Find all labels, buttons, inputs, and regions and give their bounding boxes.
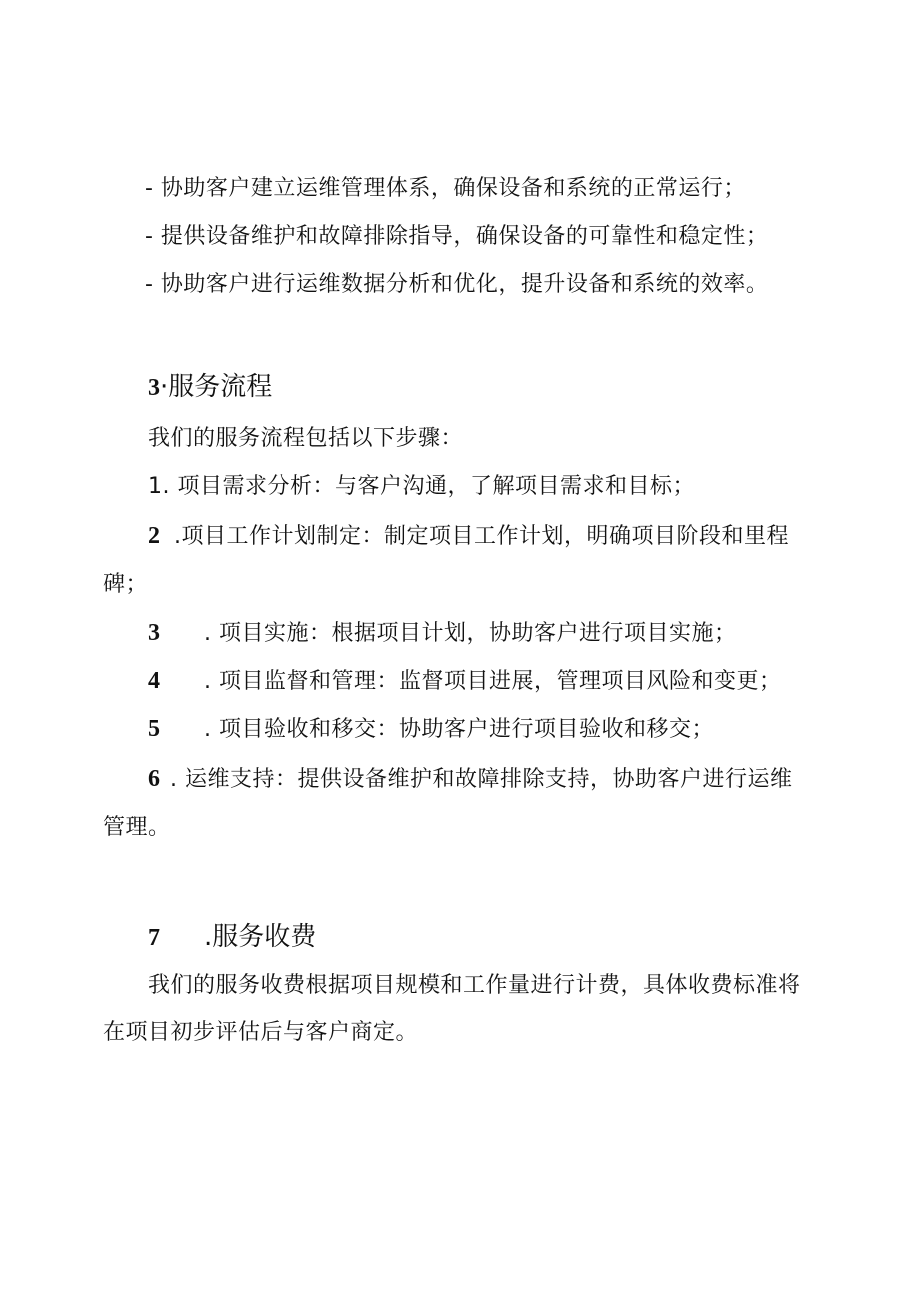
paragraph-line: 我们的服务收费根据项目规模和工作量进行计费，具体收费标准将 <box>148 973 801 998</box>
step-text: . 项目实施：根据项目计划，协助客户进行项目实施； <box>204 621 737 646</box>
section-title: ·服务流程 <box>160 372 273 402</box>
step-continuation: 碑； <box>103 572 149 597</box>
step-item <box>148 764 793 795</box>
step-text: . 运维支持：提供设备维护和故障排除支持，协助客户进行运维 <box>170 767 793 792</box>
step-number: 3 <box>148 620 161 646</box>
section-number: 7 <box>148 925 160 951</box>
section-title: .服务收费 <box>204 922 317 952</box>
step-number: 4 <box>148 668 161 694</box>
section-heading <box>148 370 272 405</box>
step-text: . 项目监督和管理：监督项目进展，管理项目风险和变更； <box>204 669 782 694</box>
step-number: 5 <box>148 716 161 742</box>
step-item: 1. 项目需求分析：与客户沟通，了解项目需求和目标； <box>148 474 695 499</box>
step-number: 2 <box>148 523 161 549</box>
section-intro: 我们的服务流程包括以下步骤： <box>148 426 464 451</box>
step-item <box>148 618 737 649</box>
paragraph-line: 在项目初步评估后与客户商定。 <box>103 1020 419 1045</box>
step-item <box>148 521 789 552</box>
step-item <box>148 714 714 745</box>
step-continuation: 管理。 <box>103 815 171 840</box>
section-number: 3 <box>148 375 160 401</box>
bullet-item: - 提供设备维护和故障排除指导，确保设备的可靠性和稳定性； <box>145 224 769 249</box>
bullet-item: - 协助客户进行运维数据分析和优化，提升设备和系统的效率。 <box>145 272 769 297</box>
bullet-item: - 协助客户建立运维管理体系，确保设备和系统的正常运行； <box>145 176 746 201</box>
step-text: .项目工作计划制定：制定项目工作计划，明确项目阶段和里程 <box>174 524 789 549</box>
step-text: . 项目验收和移交：协助客户进行项目验收和移交； <box>204 717 714 742</box>
section-heading <box>148 920 316 955</box>
step-number: 6 <box>148 766 161 792</box>
step-item <box>148 666 782 697</box>
